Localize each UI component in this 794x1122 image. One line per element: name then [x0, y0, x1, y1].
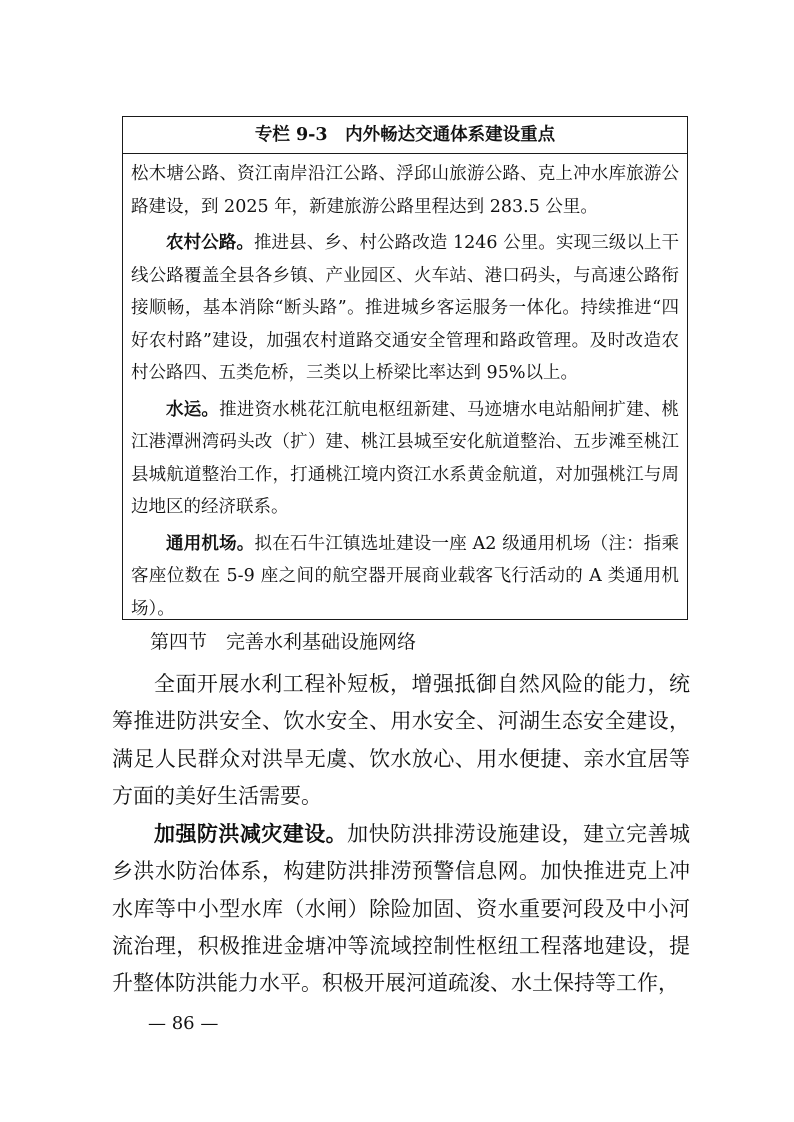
feature-box: [122, 116, 688, 620]
flood-text: 加快防洪排涝设施建设，建立完善城乡洪水防治体系，构建防洪排涝预警信息网。加快推进克上冲水库等中小型水库（水闸）除险加固、资水重要河段及中小河流治理，积极推进金塘冲等流域控制性枢纽工程落地建设，提升整体防洪能力水平。积极开展河道疏浚、水土保持等工作，: [112, 822, 690, 996]
intro-paragraph-block: [112, 666, 690, 815]
water-transport-paragraph: [131, 394, 679, 524]
rural-roads-text: 推进县、乡、村公路改造 1246 公里。实现三级以上干线公路覆盖全县各乡镇、产业园区、火车站、港口码头，与高速公路衔接顺畅，基本消除“断头路”。推进城乡客运服务一体化。持续推进“四好农村路”建设，加强农村道路交通安全管理和路政管理。及时改造农村公路四、五类危桥，三类以上桥梁比率达到 95%以上。: [131, 233, 679, 383]
flood-label: 加强防洪减灾建设。: [154, 821, 348, 846]
page-number: — 86 —: [148, 1013, 219, 1034]
intro-paragraph: 全面开展水利工程补短板，增强抵御自然风险的能力，统筹推进防洪安全、饮水安全、用水安全、河湖生态安全建设，满足人民群众对洪旱无虞、饮水放心、用水便捷、亲水宜居等方面的美好生活需要。: [112, 672, 690, 808]
rural-roads-paragraph: [131, 227, 679, 390]
rural-roads-label: 农村公路。: [166, 233, 254, 253]
water-transport-text: 推进资水桃花江航电枢纽新建、马迹塘水电站船闸扩建、桃江港潭洲湾码头改（扩）建、桃江县城至安化航道整治、五步滩至桃江县城航道整治工作，打通桃江境内资江水系黄金航道，对加强桃江与周边地区的经济联系。: [131, 399, 680, 517]
box-title: 专栏 9-3 内外畅达交通体系建设重点: [123, 117, 687, 154]
box-body: [123, 154, 687, 625]
airport-paragraph: [131, 528, 679, 626]
flood-paragraph: [112, 815, 690, 1002]
box-continuation-text: 松木塘公路、资江南岸沿江公路、浮邱山旅游公路、克上冲水库旅游公路建设，到 2025 年，新建旅游公路里程达到 283.5 公里。: [131, 164, 679, 217]
section-heading: 第四节 完善水利基础设施网络: [150, 631, 417, 653]
airport-label: 通用机场。: [166, 533, 255, 554]
water-transport-label: 水运。: [166, 399, 220, 420]
airport-text: 拟在石牛江镇选址建设一座 A2 级通用机场（注：指乘客座位数在 5-9 座之间的航空器开展商业载客飞行活动的 A 类通用机场）。: [131, 533, 679, 619]
flood-paragraph-block: [112, 815, 690, 1002]
